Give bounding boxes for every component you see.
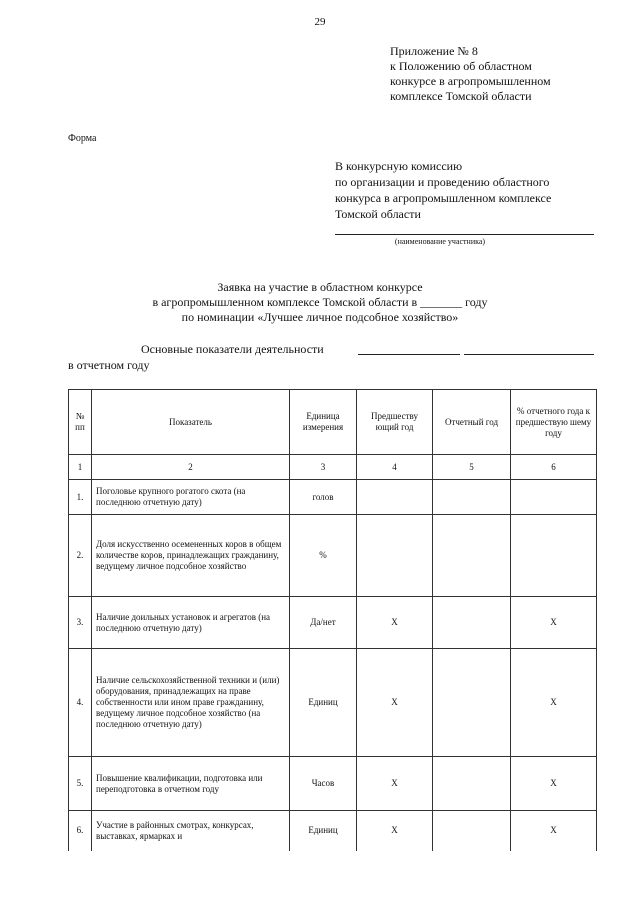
row-unit: Единиц <box>290 811 357 851</box>
table-row <box>69 597 597 649</box>
table-row <box>69 480 597 515</box>
period-text: в отчетном году <box>68 358 150 372</box>
row-num: 6. <box>69 811 92 851</box>
header-percent: % отчетного года к предшествую шему году <box>511 390 597 455</box>
recipient-line: В конкурсную комиссию <box>335 159 463 173</box>
row-unit: голов <box>290 480 357 515</box>
col-number: 2 <box>92 455 290 480</box>
table-row <box>69 757 597 811</box>
row-report-year[interactable] <box>433 811 511 851</box>
row-unit: Единиц <box>290 649 357 757</box>
application-title <box>0 280 640 325</box>
row-report-year[interactable] <box>433 757 511 811</box>
row-percent: X <box>511 649 597 757</box>
table-header-row <box>69 390 597 455</box>
row-num: 1. <box>69 480 92 515</box>
appendix-line: конкурсе в агропромышленном <box>390 74 551 88</box>
row-num: 4. <box>69 649 92 757</box>
row-indicator: Доля искусственно осемененных коров в общем количестве коров, принадлежащих гражданину, ведущему личное подсобное хозяйство <box>92 515 290 597</box>
header-report-year: Отчетный год <box>433 390 511 455</box>
row-prev-year[interactable] <box>357 480 433 515</box>
page-number: 29 <box>314 16 326 28</box>
indicators-blank-field[interactable] <box>464 354 594 355</box>
col-number: 5 <box>433 455 511 480</box>
appendix-block <box>390 44 551 104</box>
row-indicator: Повышение квалификации, подготовка или переподготовка в отчетном году <box>92 757 290 811</box>
row-report-year[interactable] <box>433 515 511 597</box>
indicators-heading: Основные показатели деятельности <box>141 342 324 356</box>
participant-name-field[interactable] <box>335 234 594 235</box>
table-row <box>69 811 597 851</box>
title-line: в агропромышленном комплексе Томской области в _______ году <box>152 295 488 309</box>
row-prev-year: X <box>357 597 433 649</box>
row-unit: Да/нет <box>290 597 357 649</box>
row-report-year[interactable] <box>433 597 511 649</box>
row-unit: % <box>290 515 357 597</box>
recipient-line: Томской области <box>335 207 421 221</box>
recipient-line: конкурса в агропромышленном комплексе <box>335 191 552 205</box>
table-row <box>69 515 597 597</box>
table-row <box>69 649 597 757</box>
row-report-year[interactable] <box>433 649 511 757</box>
row-num: 2. <box>69 515 92 597</box>
appendix-line: комплексе Томской области <box>390 89 532 103</box>
row-percent: X <box>511 811 597 851</box>
title-line: по номинации «Лучшее личное подсобное хозяйство» <box>181 310 459 324</box>
row-prev-year: X <box>357 811 433 851</box>
row-prev-year[interactable] <box>357 515 433 597</box>
row-percent: X <box>511 757 597 811</box>
col-number: 6 <box>511 455 597 480</box>
row-num: 3. <box>69 597 92 649</box>
appendix-line: Приложение № 8 <box>390 44 478 58</box>
row-indicator: Наличие сельскохозяйственной техники и (или) оборудования, принадлежащих на праве собственности или ином праве гражданину, ведущему личное подсобное хозяйство (на последнюю отчетную дату) <box>92 649 290 757</box>
header-indicator: Показатель <box>92 390 290 455</box>
header-unit: Единица измерения <box>290 390 357 455</box>
col-number: 3 <box>290 455 357 480</box>
title-line: Заявка на участие в областном конкурсе <box>217 280 423 294</box>
indicators-table <box>68 389 597 851</box>
header-prev-year: Предшеству ющий год <box>357 390 433 455</box>
column-number-row <box>69 455 597 480</box>
row-report-year[interactable] <box>433 480 511 515</box>
row-unit: Часов <box>290 757 357 811</box>
participant-caption: (наименование участника) <box>394 237 486 246</box>
recipient-block <box>335 158 551 222</box>
row-prev-year: X <box>357 757 433 811</box>
row-num: 5. <box>69 757 92 811</box>
row-prev-year: X <box>357 649 433 757</box>
row-indicator: Поголовье крупного рогатого скота (на последнюю отчетную дату) <box>92 480 290 515</box>
row-percent: X <box>511 597 597 649</box>
row-percent[interactable] <box>511 515 597 597</box>
form-label: Форма <box>68 133 97 144</box>
appendix-line: к Положению об областном <box>390 59 532 73</box>
col-number: 4 <box>357 455 433 480</box>
indicators-blank-field[interactable] <box>358 354 460 355</box>
row-indicator: Участие в районных смотрах, конкурсах, выставках, ярмарках и <box>92 811 290 851</box>
recipient-line: по организации и проведению областного <box>335 175 550 189</box>
row-indicator: Наличие доильных установок и агрегатов (на последнюю отчетную дату) <box>92 597 290 649</box>
row-percent[interactable] <box>511 480 597 515</box>
header-num: № пп <box>69 390 92 455</box>
col-number: 1 <box>69 455 92 480</box>
